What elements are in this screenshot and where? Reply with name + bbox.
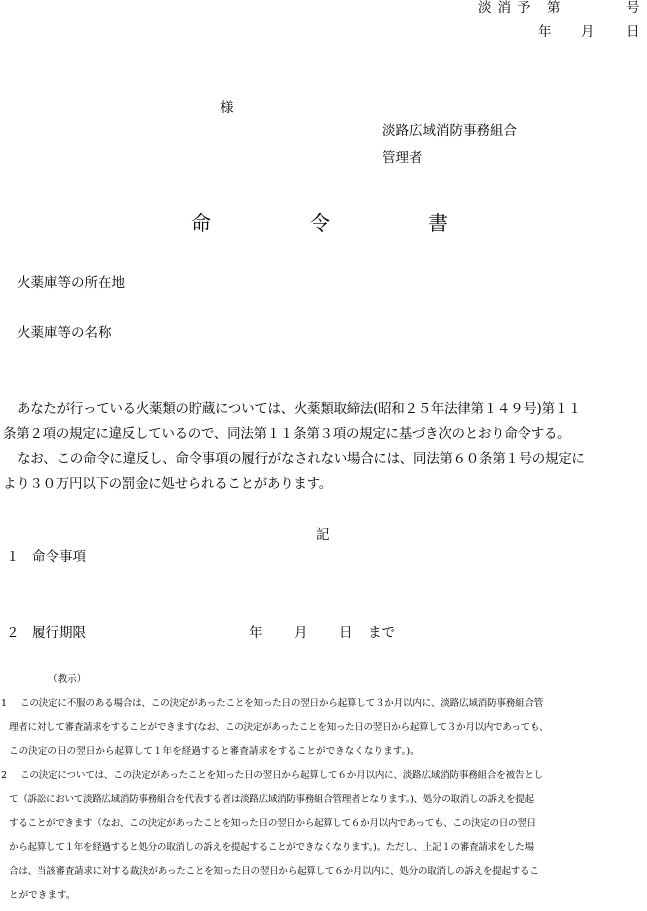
notice1-line3: この決定の日の翌日から起算して１年を経過すると審査請求をすることができなくなります。)。 xyxy=(9,746,420,757)
item1-number: １ xyxy=(6,549,20,565)
date-year: 年 xyxy=(538,24,552,40)
date-month: 月 xyxy=(581,24,595,40)
body-p2-line2: より３０万円以下の罰金に処せられることがあります。 xyxy=(3,476,332,492)
notice2-line4: から起算して１年を経過すると処分の取消しの訴えを提起することができなくなります。)。ただし、上記１の審査請求をした場 xyxy=(9,842,534,853)
title-char-1: 命 xyxy=(191,211,211,235)
item2-label: 履行期限 xyxy=(32,625,86,641)
notice2-line2: て（訴訟において淡路広域消防事務組合を代表する者は淡路広域消防事務組合管理者となります。)、処分の取消しの訴えを提起 xyxy=(9,794,534,805)
notice-heading: （教示） xyxy=(48,674,87,685)
item2-number: ２ xyxy=(6,625,20,641)
notice1-number: 1 xyxy=(1,698,8,709)
deadline-month: 月 xyxy=(294,625,308,641)
notice2-line3: することができます（なお、この決定があったことを知った日の翌日から起算して６か月以内であっても、この決定の日の翌日 xyxy=(9,818,536,829)
ki-mark: 記 xyxy=(316,527,330,543)
doc-number-go: 号 xyxy=(626,0,640,16)
body-p2-line1: なお、この命令に違反し、命令事項の履行がなされない場合には、同法第６０条第１号の規定に xyxy=(17,451,585,467)
deadline-day: 日 xyxy=(339,625,353,641)
doc-number-prefix: 淡消予 xyxy=(478,0,537,16)
notice2-number: 2 xyxy=(1,770,8,781)
doc-number-dai: 第 xyxy=(547,0,561,16)
notice1-line2: 理者に対して審査請求をすることができます(なお、この決定があったことを知った日の翌日から起算して３か月以内であっても、 xyxy=(9,722,549,733)
item1-label: 命令事項 xyxy=(32,549,86,565)
notice1-line1: この決定に不服のある場合は、この決定があったことを知った日の翌日から起算して３か月以内に、淡路広域消防事務組合管 xyxy=(20,698,544,709)
addressee-sama: 様 xyxy=(220,100,234,116)
date-day: 日 xyxy=(626,24,640,40)
body-p1-line2: 条第２項の規定に違反しているので、同法第１１条第３項の規定に基づき次のとおり命令する。 xyxy=(3,426,571,442)
title-char-3: 書 xyxy=(428,211,448,235)
name-label: 火薬庫等の名称 xyxy=(17,325,112,341)
deadline-year: 年 xyxy=(249,625,263,641)
notice2-line5: 合は、当該審査請求に対する裁決があったことを知った日の翌日から起算して６か月以内に、処分の取消しの訴えを提起するこ xyxy=(9,866,539,877)
issuer-organization: 淡路広域消防事務組合 xyxy=(382,123,517,139)
location-label: 火薬庫等の所在地 xyxy=(17,275,125,291)
notice2-line6: とができます。 xyxy=(9,890,76,901)
body-p1-line1: あなたが行っている火薬類の貯蔵については、火薬類取締法(昭和２５年法律第１４９号)第１１ xyxy=(17,401,582,417)
title-char-2: 令 xyxy=(310,211,330,235)
deadline-made: まで xyxy=(368,625,395,641)
notice2-line1: この決定については、この決定があったことを知った日の翌日から起算して６か月以内に、淡路広域消防事務組合を被告とし xyxy=(20,770,543,781)
issuer-role: 管理者 xyxy=(382,150,423,166)
